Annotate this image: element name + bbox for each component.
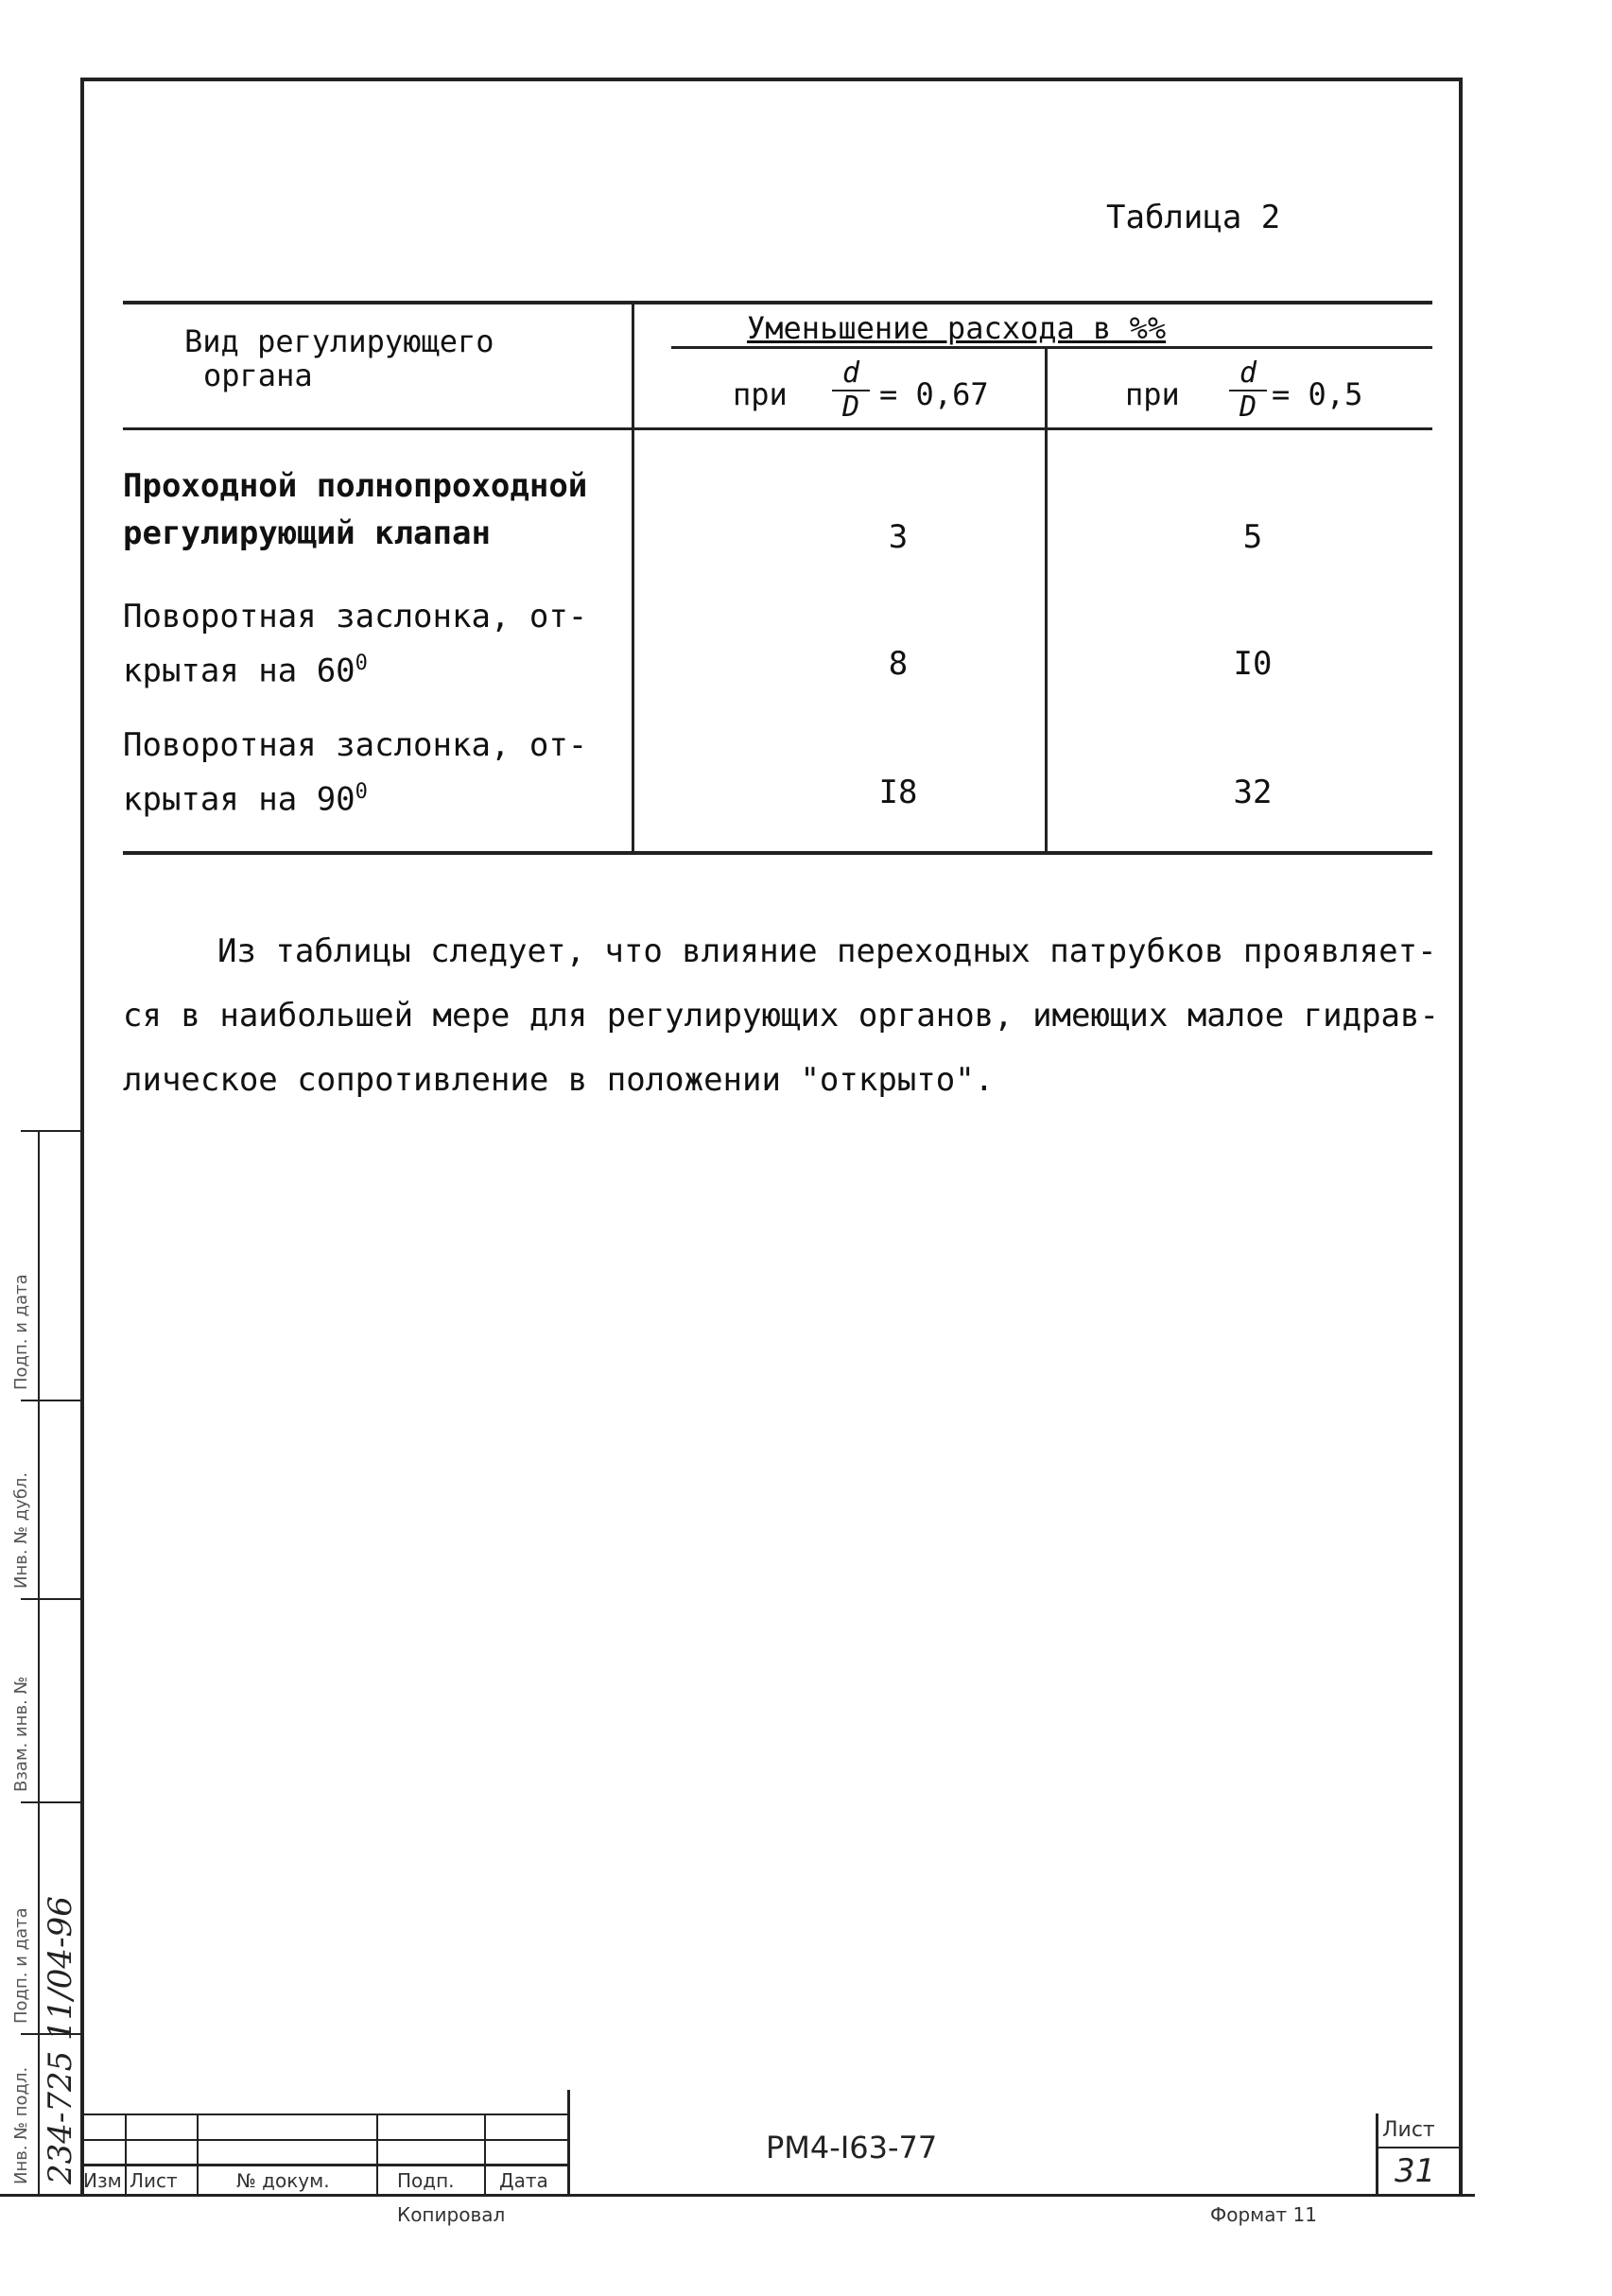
row3-value-1: I8 [878, 774, 918, 811]
stamp-col-1 [125, 2113, 127, 2194]
doc-code: РМ4-I63-77 [766, 2130, 938, 2166]
row1-value-2: 5 [1242, 518, 1263, 556]
row3-value-2: 32 [1233, 774, 1273, 811]
margin-label-5: Подп. и дата [11, 1274, 31, 1390]
subheader-1-prefix: при [733, 376, 788, 412]
sheet-label: Лист [1382, 2118, 1435, 2142]
subheader-1-den: D [841, 391, 860, 424]
row3-label-line1: Поворотная заслонка, от- [123, 726, 588, 764]
stamp-col-date: Дата [499, 2169, 548, 2192]
stamp-col-3 [376, 2113, 378, 2194]
col-divider-1 [632, 301, 634, 853]
col1-header-line1: Вид регулирующего [184, 323, 494, 359]
group-header-rule [671, 346, 1432, 349]
sheet-number: 31 [1395, 2152, 1436, 2190]
row1-value-1: 3 [888, 518, 909, 556]
col1-header-line2: органа [203, 357, 313, 393]
row3-label-text: крытая на 90 [123, 780, 355, 819]
col-divider-2 [1045, 348, 1048, 853]
table-bottom-rule [123, 851, 1432, 855]
row2-label-text: крытая на 60 [123, 652, 355, 690]
row2-degree: 0 [355, 652, 368, 675]
margin-label-2: Подп. и дата [11, 1907, 31, 2024]
stamp-col-2 [197, 2113, 199, 2194]
stamp-sheet-divider [1376, 2113, 1378, 2194]
stamp-col-sign: Подп. [397, 2169, 455, 2192]
row1-label-line2: регулирующий клапан [123, 514, 491, 552]
margin-label-4: Инв. № дубл. [11, 1471, 31, 1589]
stamp-col-4 [484, 2113, 486, 2194]
table-top-rule [123, 301, 1432, 304]
stamp-col-list: Лист [130, 2169, 178, 2192]
subheader-1-num: d [832, 357, 870, 391]
header-bottom-rule [123, 427, 1432, 430]
subheader-2-den: D [1239, 391, 1257, 424]
row3-degree: 0 [355, 780, 368, 804]
row2-label-line1: Поворотная заслонка, от- [123, 598, 588, 635]
row1-label-line1: Проходной полнопроходной [123, 467, 588, 505]
subheader-2-prefix: при [1125, 376, 1180, 412]
margin-divider-3 [21, 1801, 82, 1803]
stamp-main-divider [567, 2090, 570, 2194]
subheader-2-eq: = 0,5 [1272, 376, 1363, 412]
stamp-sheet-row [1376, 2147, 1463, 2148]
margin-label-3: Взам. инв. № [11, 1676, 31, 1792]
row2-value-1: 8 [888, 645, 909, 683]
subheader-2-fraction [1229, 357, 1267, 424]
margin-strip-top [21, 1130, 82, 1132]
stamp-col-doc: № докум. [236, 2169, 330, 2192]
format-label: Формат 11 [1210, 2203, 1317, 2226]
margin-label-1: Инв. № подл. [11, 2066, 31, 2184]
subheader-1-eq: = 0,67 [879, 376, 989, 412]
paragraph-line2: ся в наибольшей мере для регулирующих органов, имеющих малое гидрав- [123, 997, 1439, 1035]
margin-divider-2 [21, 1598, 82, 1600]
margin-handwritten: 234-725 11/04-96 [42, 1896, 79, 2184]
stamp-bottom-line [0, 2194, 1475, 2197]
stamp-row-1 [80, 2113, 567, 2115]
margin-divider-1 [21, 1400, 82, 1401]
subheader-2-num: d [1229, 357, 1267, 391]
paragraph-line1: Из таблицы следует, что влияние переходных патрубков проявляет- [217, 932, 1437, 970]
table-title: Таблица 2 [1106, 199, 1281, 236]
paragraph-line3: лическое сопротивление в положении "открыто". [123, 1061, 995, 1099]
row3-label-line2 [123, 770, 368, 822]
stamp-row-2 [80, 2139, 567, 2141]
row2-value-2: I0 [1233, 645, 1273, 683]
row2-label-line2 [123, 641, 368, 693]
stamp-col-izm: Изм [83, 2169, 122, 2192]
stamp-row-3 [80, 2164, 567, 2166]
group-header: Уменьшение расхода в %% [747, 310, 1167, 346]
copied-label: Копировал [397, 2203, 506, 2226]
subheader-1-fraction [832, 357, 870, 424]
